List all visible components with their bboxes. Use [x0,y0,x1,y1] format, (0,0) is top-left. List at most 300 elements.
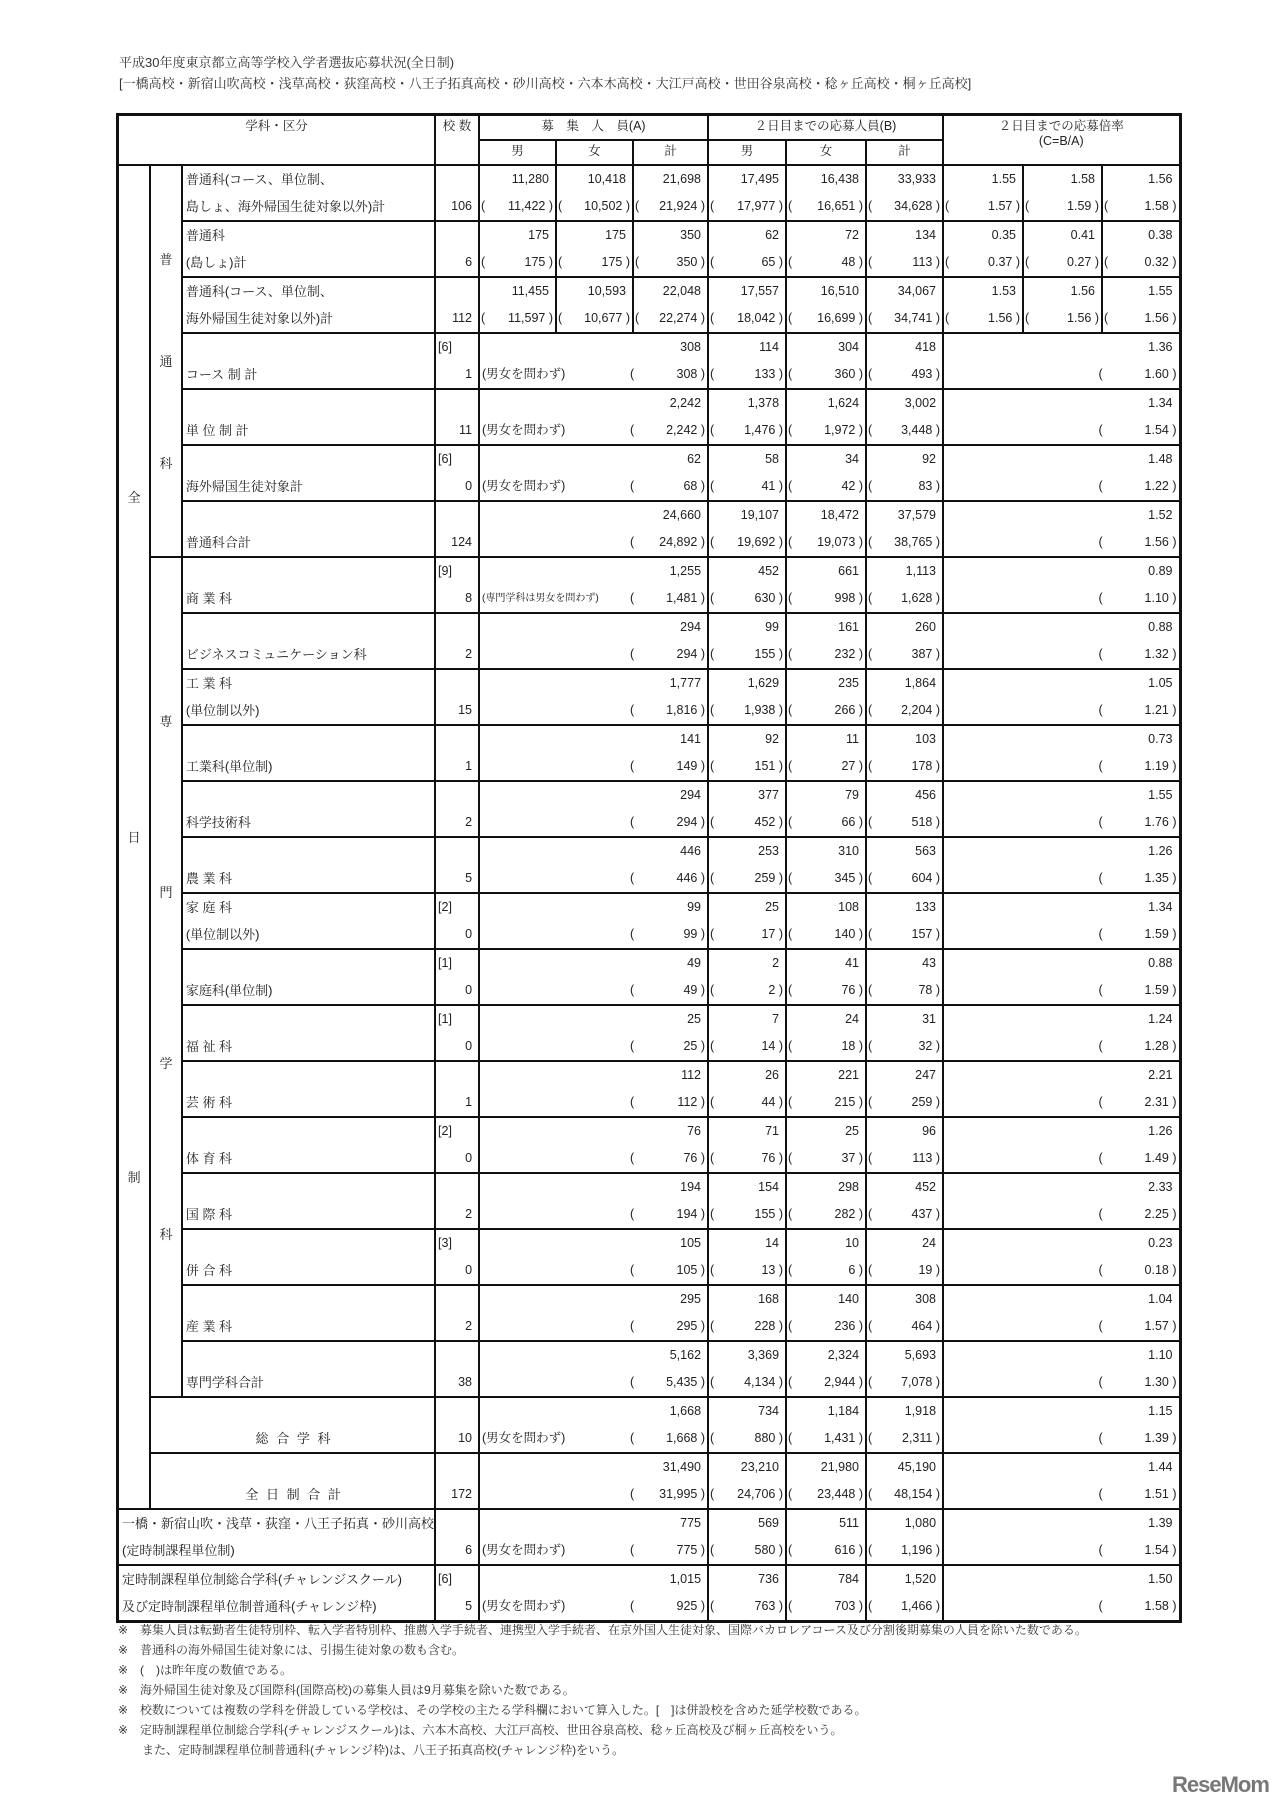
number: 1.56 [1144,534,1169,549]
paren-close: ) [935,1318,941,1333]
recruit-total-merged [479,445,708,501]
current-value: 24,660 [662,507,702,522]
table-row [118,613,1181,669]
table-row [118,1173,1181,1229]
number: 763 [754,1598,776,1613]
school-count [435,165,479,221]
ratio-total-merged [943,893,1180,949]
previous-value [480,753,707,780]
paren-close: ) [1015,254,1021,269]
current-value: 99 [765,619,780,634]
school-count-value: 124 [451,534,473,549]
current-value: 99 [687,899,702,914]
header-applicants-female: 女 [786,140,866,165]
applicants-male [708,1173,786,1229]
paren-close: ) [778,254,784,269]
previous-number [677,809,706,836]
previous-block [630,1145,707,1172]
ratio-female [1023,221,1102,277]
header-ratio [943,115,1180,165]
previous-value [787,641,865,668]
paren-open: ( [788,758,793,773]
number: 1,668 [666,1430,698,1445]
number: 113 [912,1150,933,1165]
previous-number [677,1201,706,1228]
previous-block [1099,417,1179,444]
school-count-value: 0 [465,1038,473,1053]
ratio-total-merged [943,333,1180,389]
paren-close: ) [778,198,784,213]
paren-close: ) [1172,254,1177,269]
previous-number [761,1257,783,1284]
paren-open: ( [788,1094,793,1109]
number: 27 [841,758,856,773]
paren-open: ( [868,1430,873,1445]
paren-open: ( [868,1150,873,1165]
row-label [182,221,435,277]
paren-open: ( [788,1374,793,1389]
number: 1,431 [824,1430,856,1445]
number: 294 [676,646,698,661]
current-value: 1,629 [747,675,780,690]
recruit-total-merged [479,1285,708,1341]
row-label [182,1005,435,1061]
previous-block [630,1257,707,1284]
paren-close: ) [778,310,784,325]
current-value: 58 [765,451,780,466]
paren-open: ( [710,1374,715,1389]
number: 2,204 [901,702,933,717]
header-ratio-formula: (C=B/A) [1038,134,1084,148]
paren-close: ) [625,254,631,269]
number: 24,892 [659,534,698,549]
school-count-bracket [436,278,478,305]
previous-value [867,921,942,948]
previous-value [709,1033,785,1060]
header-recruit-male: 男 [479,140,556,165]
school-count-bracket [436,1118,478,1145]
previous-value [944,641,1179,668]
current-value: 11,280 [511,171,550,186]
paren-close: ) [935,870,941,885]
school-count-value: 6 [465,254,473,269]
vertical-label [119,167,149,1507]
previous-value [944,977,1179,1004]
current-value: 1,113 [905,563,937,578]
number: 2,311 [902,1430,933,1445]
paren-close: ) [700,422,706,437]
vertical-char: 普 [159,252,173,268]
paren-close: ) [700,1486,706,1501]
paren-close: ) [548,198,554,213]
previous-number [1145,921,1177,948]
applicants-male [708,1285,786,1341]
applicants-male [708,389,786,445]
ratio-total [1102,277,1180,333]
applicants-male [708,1117,786,1173]
number: 360 [834,366,856,381]
number: 24,706 [737,1486,776,1501]
previous-block [1099,697,1179,724]
number: 0.27 [1067,254,1092,269]
paren-close: ) [778,1542,784,1557]
paren-open: ( [1098,534,1103,549]
school-count [435,837,479,893]
previous-value [709,697,785,724]
number: 194 [676,1206,698,1221]
ratio-total-merged [943,837,1180,893]
previous-number [1145,473,1177,500]
row-label-line: 一橋・新宿山吹・浅草・荻窪・八王子拓真・砂川高校 [122,1515,435,1531]
paren-close: ) [1172,1430,1177,1445]
school-count-value: 0 [465,478,473,493]
current-value: 1,777 [669,675,702,690]
paren-close: ) [1172,814,1177,829]
previous-value [709,977,785,1004]
footnote: ※ ( )は昨年度の数値である。 [118,1663,293,1677]
recruit-total-merged [479,725,708,781]
current-value: 1.58 [1070,171,1096,186]
previous-number [744,697,783,724]
table-row [118,1397,1181,1453]
current-value: 72 [845,227,860,242]
previous-number [835,1537,864,1564]
number: 18,042 [737,310,776,325]
previous-block [630,1369,707,1396]
previous-number [901,1369,940,1396]
current-value: 79 [845,787,860,802]
row-label [182,949,435,1005]
vertical-char: 制 [127,1169,141,1185]
previous-number [841,753,863,780]
paren-open: ( [1025,310,1030,325]
previous-number [901,1537,940,1564]
recruit-total-merged [479,949,708,1005]
paren-close: ) [935,1206,941,1221]
school-count-value: 2 [465,814,473,829]
current-value: 31 [922,1011,937,1026]
number: 140 [834,926,856,941]
previous-block [1099,585,1179,612]
number: 68 [683,478,698,493]
previous-number [744,417,783,444]
school-count [435,1341,479,1397]
paren-open: ( [630,1150,635,1165]
row-label [182,1117,435,1173]
row-label-line: (単位制以外) [185,926,260,942]
number: 880 [754,1430,776,1445]
table-row [118,277,1181,333]
previous-value [944,1425,1179,1452]
applicants-total [866,613,943,669]
previous-number [894,193,940,220]
applicants-male [708,165,786,221]
number: 1.10 [1144,590,1169,605]
current-value: 1.56 [1070,283,1096,298]
row-label-line: 家 庭 科 [185,899,233,915]
school-count-value: 0 [465,1150,473,1165]
previous-value [709,417,785,444]
previous-number [659,305,705,332]
previous-value [480,1425,707,1452]
previous-number [835,361,864,388]
current-value: 1.55 [1148,787,1173,802]
current-value: 17,495 [740,171,780,186]
previous-number [912,809,941,836]
number: 5,435 [666,1374,698,1389]
school-count-value: 1 [465,366,473,381]
applicants-total [866,1285,943,1341]
previous-number [835,1089,864,1116]
applicants-total [866,1005,943,1061]
number: 178 [911,758,933,773]
previous-value [1024,193,1101,220]
previous-value [867,361,942,388]
previous-number [677,1313,706,1340]
row-label-line: 国 際 科 [185,1206,233,1222]
paren-close: ) [935,198,941,213]
current-value: 96 [922,1123,937,1138]
previous-number [894,1481,940,1508]
school-count-bracket [436,1510,478,1537]
paren-open: ( [481,254,486,269]
school-count [435,1173,479,1229]
number: 34,628 [894,198,933,213]
row-label-line [151,1454,434,1481]
paren-open: ( [710,1486,715,1501]
table-row [118,1509,1181,1565]
number: 215 [834,1094,856,1109]
applicants-male [708,445,786,501]
paren-open: ( [1098,646,1103,661]
school-count-bracket [436,614,478,641]
previous-number [918,473,940,500]
current-value: 304 [838,339,860,354]
school-count-bracket [436,1006,478,1033]
number: 1.59 [1144,982,1169,997]
recruit-total-merged [479,1229,708,1285]
paren-close: ) [778,366,784,381]
previous-number [677,1537,706,1564]
row-label [118,1509,436,1565]
paren-open: ( [710,534,715,549]
applicants-total [866,1061,943,1117]
table-row [118,669,1181,725]
paren-open: ( [630,1542,635,1557]
school-count [435,1565,479,1622]
number: 616 [834,1542,856,1557]
previous-number [1145,1145,1177,1172]
previous-number [677,249,706,276]
paren-close: ) [778,982,784,997]
applicants-female [786,1005,866,1061]
recruit-total-merged [479,781,708,837]
previous-number [835,1201,864,1228]
bracket-count: [6] [438,451,452,466]
paren-close: ) [625,310,631,325]
paren-open: ( [1098,1542,1103,1557]
bracket-count: [1] [438,1011,452,1026]
number: 604 [911,870,933,885]
paren-open: ( [710,198,715,213]
resemom-logo: ReseMom [1172,1772,1269,1797]
paren-open: ( [635,198,640,213]
current-value: 1,184 [827,1403,860,1418]
previous-value [480,1257,707,1284]
paren-open: ( [1025,254,1030,269]
previous-number [1145,249,1177,276]
number: 1.56 [1144,310,1169,325]
current-value: 133 [915,899,937,914]
paren-close: ) [935,366,941,381]
applicants-female [786,725,866,781]
previous-value [557,305,632,332]
paren-open: ( [630,1486,635,1501]
row-label-line [183,1230,434,1257]
school-count-value: 0 [465,982,473,997]
previous-number [683,1145,705,1172]
paren-open: ( [868,926,873,941]
number: 345 [834,870,856,885]
previous-number [835,585,864,612]
number: 1.57 [1144,1318,1169,1333]
paren-open: ( [630,366,635,381]
row-label-line: 海外帰国生徒対象以外)計 [185,310,334,326]
school-count-bracket [436,390,478,417]
current-value: 1,015 [669,1571,702,1586]
current-value: 140 [838,1291,860,1306]
school-count [435,557,479,613]
current-value: 1.52 [1148,507,1173,522]
applicants-total [866,1117,943,1173]
paren-close: ) [1172,1318,1177,1333]
recruit-total-merged [479,333,708,389]
recruit-female [556,165,633,221]
current-value: 25 [845,1123,860,1138]
current-value: 661 [838,563,860,578]
gender-note: (男女を問わず) [482,1430,566,1445]
previous-number [755,1593,784,1620]
previous-number [1145,585,1177,612]
school-count-value: 15 [458,702,473,717]
previous-number [912,1089,941,1116]
previous-block [630,1033,707,1060]
previous-number [666,417,705,444]
current-value: 734 [758,1403,780,1418]
number: 703 [834,1598,856,1613]
previous-block [630,1425,707,1452]
row-label-line [183,838,434,865]
ratio-total-merged [943,1397,1180,1453]
previous-number [912,1313,941,1340]
previous-number [677,865,706,892]
number: 133 [754,366,776,381]
recruit-total-merged [479,1005,708,1061]
applicants-male [708,1397,786,1453]
number: 22,274 [659,310,698,325]
row-label [182,557,435,613]
ratio-female [1023,165,1102,221]
row-label-line [183,1118,434,1145]
current-value: 775 [680,1515,702,1530]
applicants-female [786,781,866,837]
paren-open: ( [788,1206,793,1221]
paren-close: ) [858,926,864,941]
header-applicants-total: 計 [866,140,943,165]
number: 48 [841,254,856,269]
side-label-senmon [150,557,182,1397]
previous-value [557,249,632,276]
previous-number [1145,865,1177,892]
number: 1.57 [988,198,1013,213]
applicants-total [866,1229,943,1285]
applicants-total [866,1509,943,1565]
paren-close: ) [700,1598,706,1613]
previous-value [480,1089,707,1116]
row-label [182,893,435,949]
paren-close: ) [700,702,706,717]
applicants-male [708,837,786,893]
current-value: 108 [838,899,860,914]
ratio-total [1102,165,1180,221]
previous-value [480,417,707,444]
paren-close: ) [1094,310,1100,325]
paren-open: ( [868,870,873,885]
number: 630 [754,590,776,605]
paren-close: ) [858,646,864,661]
previous-value [944,585,1179,612]
current-value: 221 [838,1067,860,1082]
applicants-male [708,501,786,557]
paren-close: ) [858,1486,864,1501]
number: 1.22 [1144,478,1169,493]
recruit-total-merged [479,1341,708,1397]
paren-open: ( [788,814,793,829]
applicants-female [786,445,866,501]
row-label [182,1173,435,1229]
paren-open: ( [1098,1094,1103,1109]
paren-open: ( [868,814,873,829]
previous-value [787,529,865,556]
row-label [182,613,435,669]
number: 44 [761,1094,776,1109]
school-count [435,445,479,501]
previous-value [480,1481,707,1508]
current-value: 418 [915,339,937,354]
paren-close: ) [778,478,784,493]
previous-value [787,697,865,724]
number: 18 [841,1038,856,1053]
current-value: 294 [680,787,702,802]
paren-open: ( [788,590,793,605]
paren-open: ( [710,478,715,493]
school-count-bracket [436,1062,478,1089]
previous-block [1099,809,1179,836]
row-label-line [183,446,434,473]
school-count [435,277,479,333]
paren-open: ( [788,478,793,493]
previous-value [787,1145,865,1172]
current-value: 161 [838,619,860,634]
current-value: 350 [680,227,702,242]
previous-value [709,1425,785,1452]
row-label-line: 産 業 科 [185,1318,233,1334]
applicants-male [708,893,786,949]
applicants-male [708,1509,786,1565]
row-label-line: 全 日 制 合 計 [245,1486,343,1502]
previous-number [1145,305,1177,332]
previous-number [768,977,783,1004]
